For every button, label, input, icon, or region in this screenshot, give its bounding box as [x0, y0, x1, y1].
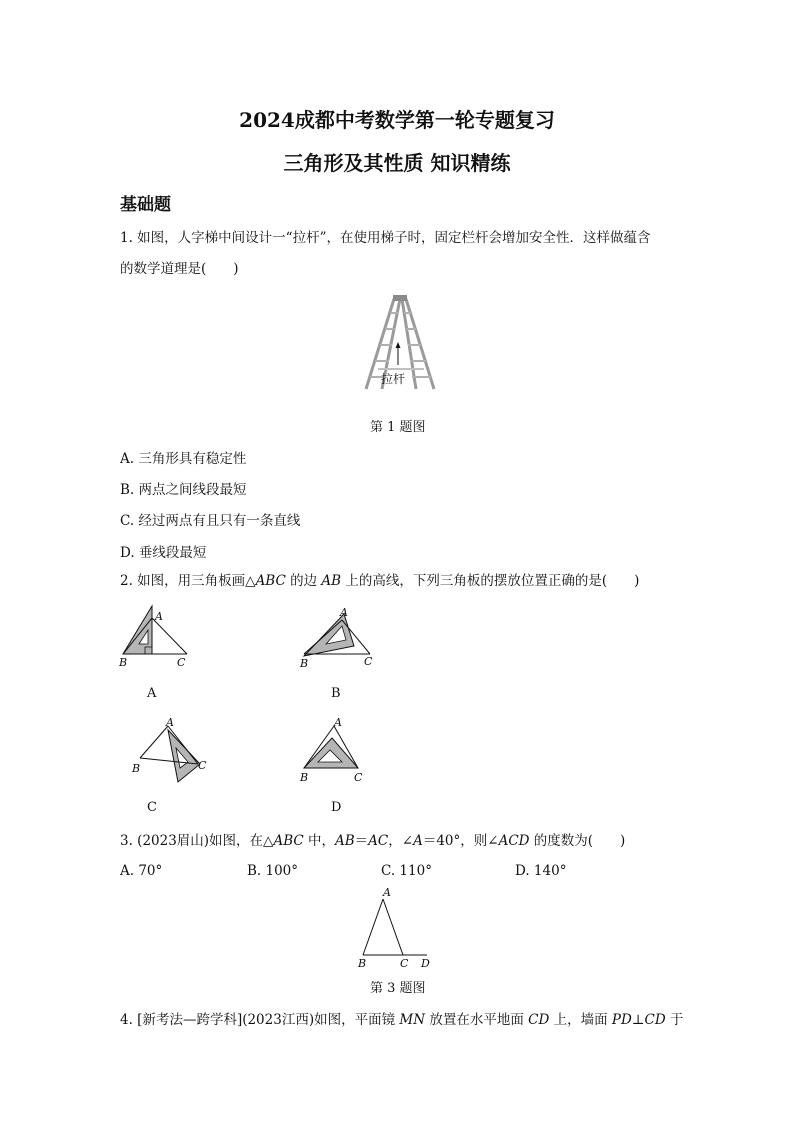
q1-option-b[interactable]: B. 两点之间线段最短 — [120, 482, 247, 498]
q3-option-c[interactable]: C. 110° — [381, 863, 432, 879]
q3-caption: 第 3 题图 — [370, 981, 426, 996]
fig-b-point-a: A — [340, 606, 348, 619]
q3-option-b[interactable]: B. 100° — [247, 863, 299, 879]
fig-a-point-a: A — [155, 610, 163, 623]
q2-label-d[interactable]: D — [331, 800, 342, 815]
q1-line-1: 1. 如图，人字梯中间设计一“拉杆”，在使用梯子时，固定栏杆会增加安全性．这样做蕴含 — [120, 230, 651, 246]
q4-stem: 4. [新考法—跨学科](2023江西)如图，平面镜 MN 放置在水平地面 CD 上，墙面 PD⊥CD 于 — [120, 1012, 684, 1028]
q2-stem: 2. 如图，用三角板画△ABC 的边 AB 上的高线，下列三角板的摆放位置正确的是( ) — [120, 573, 640, 589]
title-line-2: 三角形及其性质 知识精练 — [283, 151, 511, 175]
fig-b-point-c: C — [364, 655, 373, 668]
q2-figure-b[interactable] — [296, 600, 386, 672]
q2-figure-d[interactable] — [296, 712, 386, 784]
ladder-bar-label: 拉杆 — [381, 372, 406, 386]
q3-point-a: A — [383, 886, 391, 899]
fig-a-point-c: C — [177, 656, 186, 669]
q1-caption: 第 1 题图 — [370, 420, 426, 435]
q3-stem: 3. (2023眉山)如图，在△ABC 中，AB＝AC，∠A＝40°，则∠ACD 的度数为( ) — [120, 833, 626, 849]
q3-figure — [355, 885, 445, 971]
q2-label-a[interactable]: A — [147, 686, 157, 701]
q3-point-d: D — [421, 957, 430, 970]
fig-d-point-c: C — [354, 771, 363, 784]
ladder-figure — [360, 293, 440, 393]
q2-figure-c[interactable] — [130, 712, 210, 784]
q1-option-d[interactable]: D. 垂线段最短 — [120, 545, 207, 561]
q2-label-b[interactable]: B — [331, 686, 341, 701]
fig-c-point-c: C — [198, 759, 207, 772]
section-heading: 基础题 — [120, 195, 171, 215]
q1-line-2: 的数学道理是( ) — [120, 261, 239, 277]
q3-point-c: C — [400, 957, 409, 970]
fig-d-point-a: A — [334, 716, 342, 729]
fig-c-point-a: A — [166, 716, 174, 729]
fig-d-point-b: B — [300, 771, 309, 784]
title-line-1: 2024成都中考数学第一轮专题复习 — [239, 108, 555, 132]
q3-option-d[interactable]: D. 140° — [515, 863, 567, 879]
fig-c-point-b: B — [132, 762, 141, 775]
q2-label-c[interactable]: C — [147, 800, 157, 815]
q3-point-b: B — [358, 957, 367, 970]
fig-a-point-b: B — [119, 656, 128, 669]
fig-b-point-b: B — [300, 657, 309, 670]
q3-option-a[interactable]: A. 70° — [120, 863, 163, 879]
q2-figure-a[interactable] — [115, 600, 195, 672]
q1-option-a[interactable]: A. 三角形具有稳定性 — [120, 451, 247, 467]
q1-option-c[interactable]: C. 经过两点有且只有一条直线 — [120, 513, 301, 529]
